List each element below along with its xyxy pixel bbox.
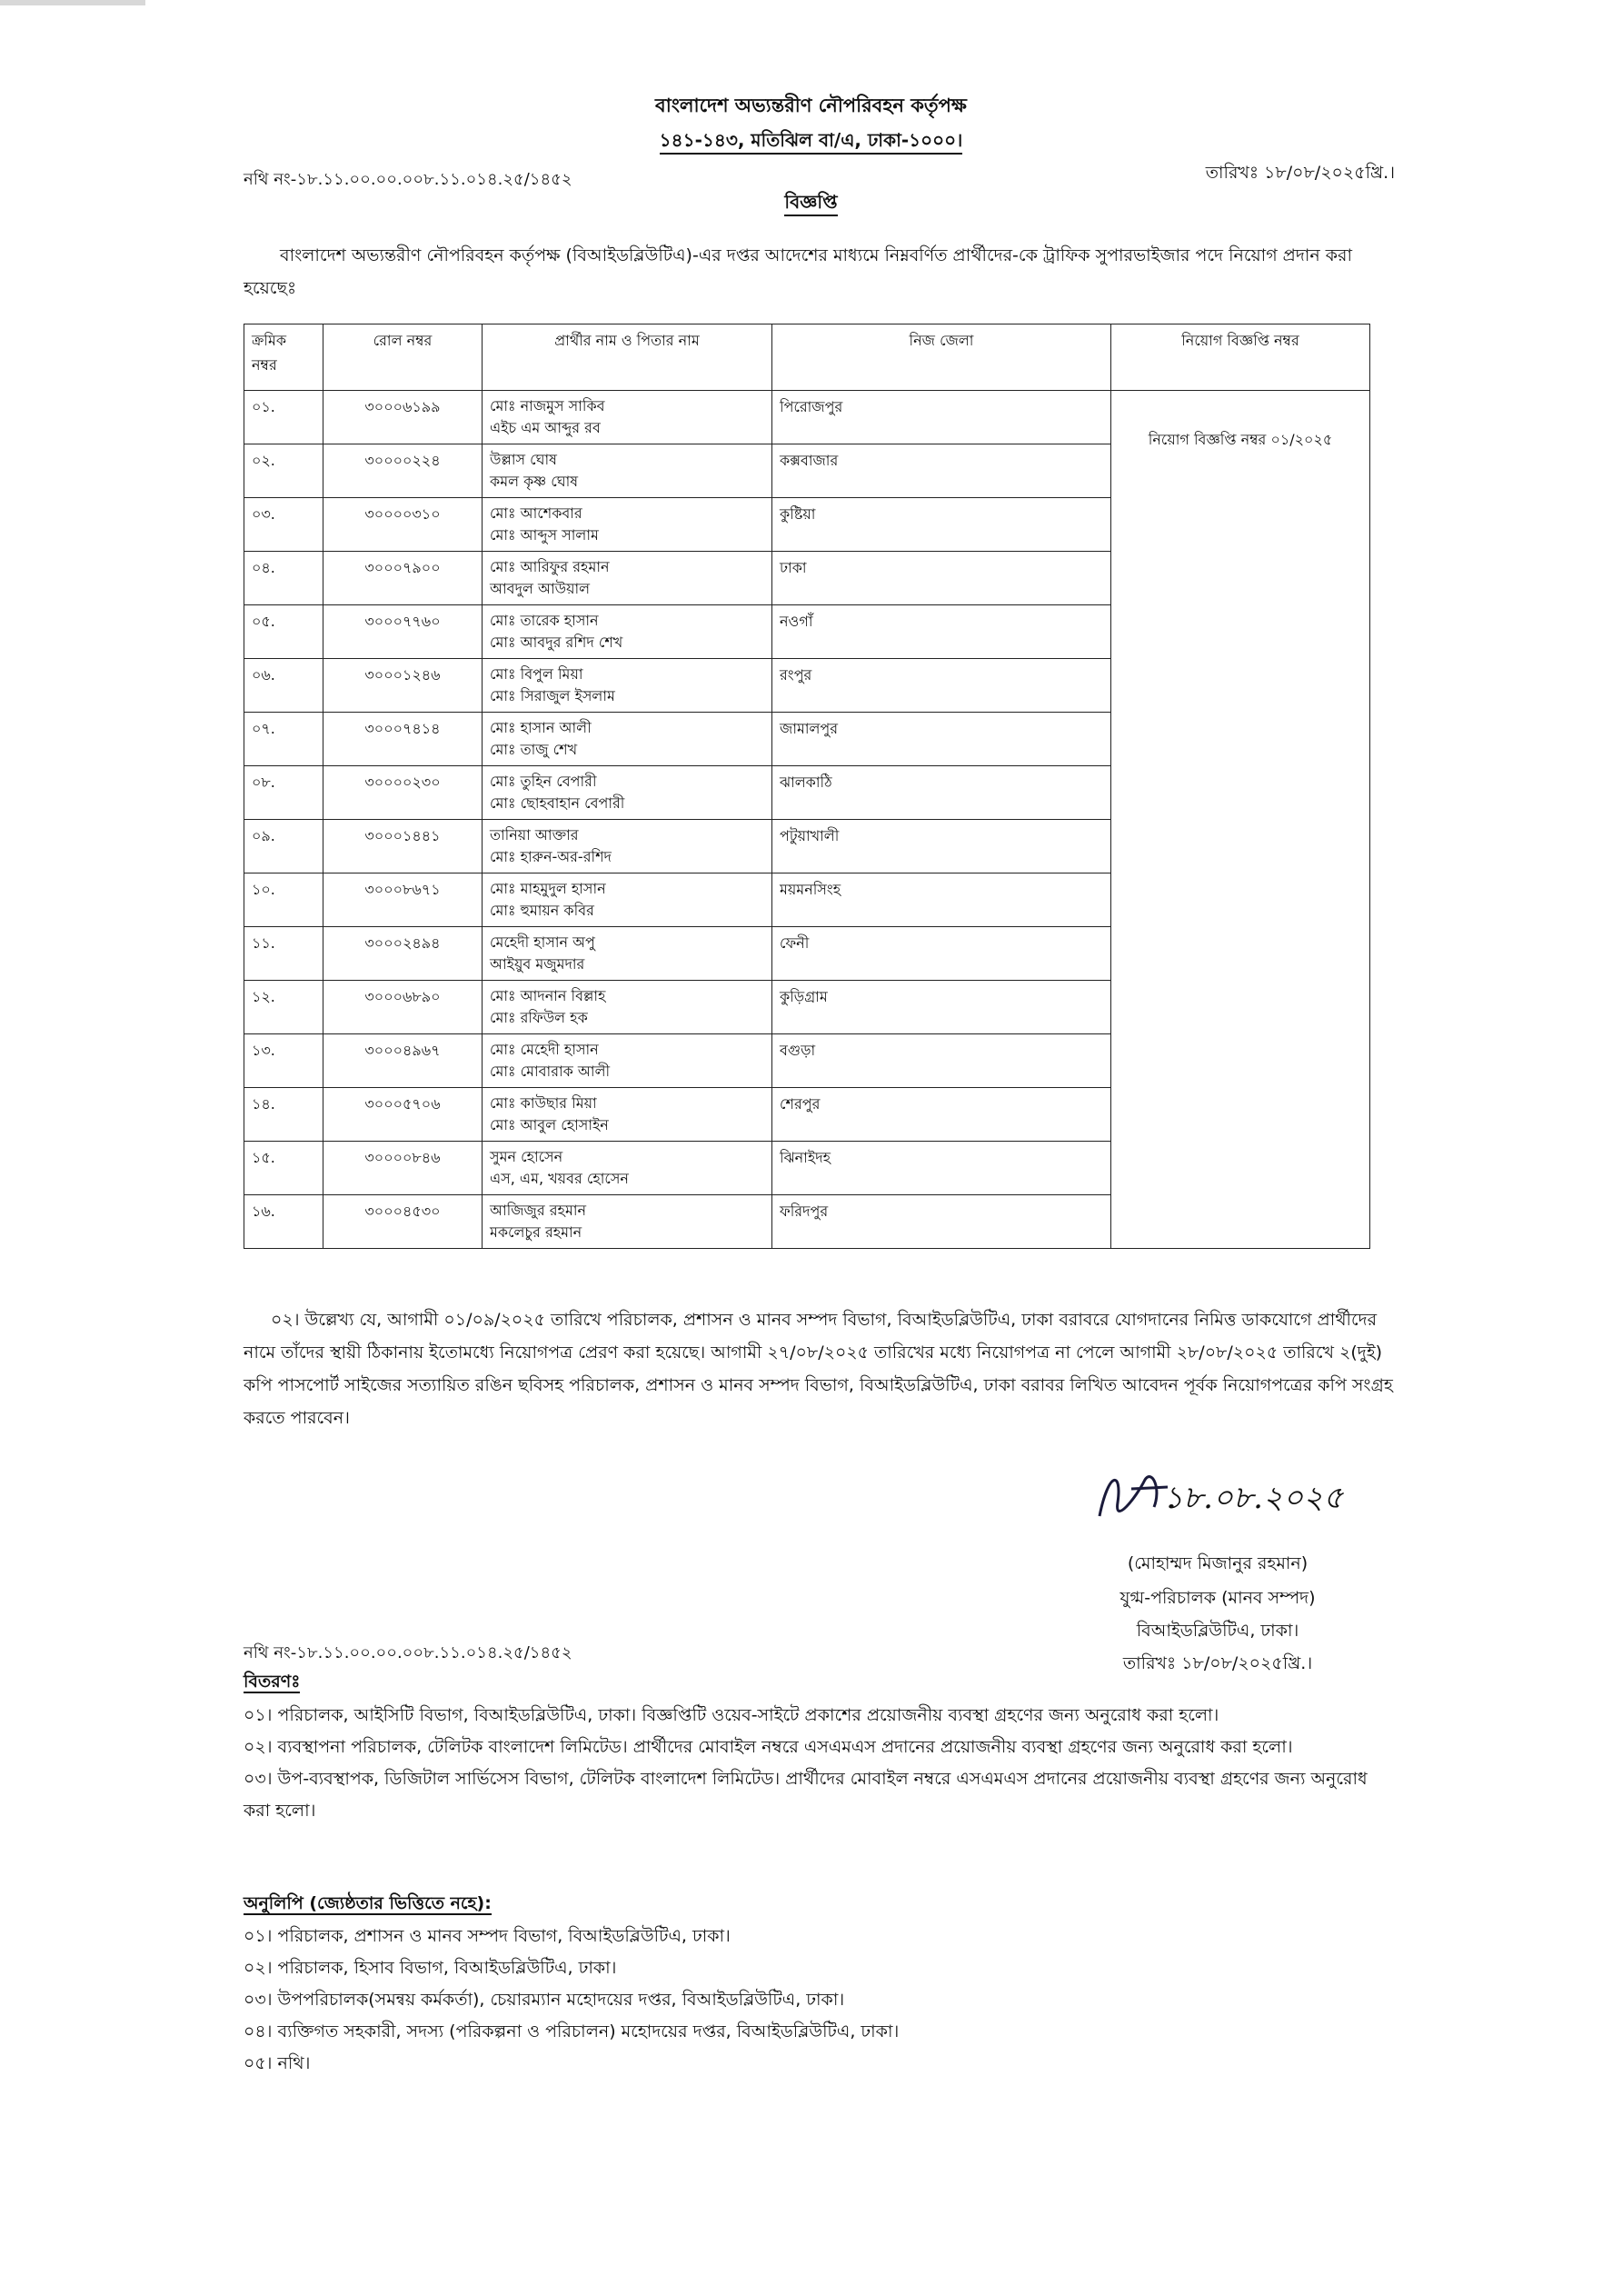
candidate-name: আজিজুর রহমান bbox=[490, 1202, 587, 1219]
cell-district: পটুয়াখালী bbox=[772, 820, 1111, 873]
candidate-name: মোঃ নাজমুস সাকিব bbox=[490, 397, 605, 414]
candidate-name: উল্লাস ঘোষ bbox=[490, 451, 557, 468]
candidate-name: সুমন হোসেন bbox=[490, 1148, 563, 1165]
cell-district: ফরিদপুর bbox=[772, 1195, 1111, 1249]
distribution-item: ০৩। উপ-ব্যবস্থাপক, ডিজিটাল সার্ভিসেস বিভাগ, টেলিটক বাংলাদেশ লিমিটেড। প্রার্থীদের মোবাইল নম্বরে এসএমএস প্রদানের প্রয়োজনীয় ব্যবস্থা গ্রহণের জন্য অনুরোধ করা হলো। bbox=[244, 1769, 1368, 1821]
memo-number: নথি নং-১৮.১১.০০.০০.০০৮.১১.০১৪.২৫/১৪৫২ bbox=[244, 170, 572, 189]
cell-roll: ৩০০০৬১৯৯ bbox=[323, 391, 483, 444]
cell-roll: ৩০০০১২৪৬ bbox=[323, 659, 483, 713]
copy-item: ০২। পরিচালক, হিসাব বিভাগ, বিআইডব্লিউটিএ, ঢাকা। bbox=[244, 1958, 617, 1978]
cell-serial: ০৫. bbox=[244, 605, 323, 659]
father-name: মোঃ হুমায়ন কবির bbox=[490, 902, 594, 919]
cell-district: কুষ্টিয়া bbox=[772, 498, 1111, 552]
candidate-name: মোঃ কাউছার মিয়া bbox=[490, 1094, 597, 1112]
cell-name bbox=[483, 605, 772, 659]
cell-name bbox=[483, 391, 772, 444]
signature-date: তারিখঃ ১৮/০৮/২০২৫খ্রি.। bbox=[1122, 1653, 1313, 1673]
handwritten-date: ১৮.০৮.২০২৫ bbox=[1163, 1480, 1344, 1516]
cell-name bbox=[483, 713, 772, 766]
cell-serial: ০২. bbox=[244, 444, 323, 498]
cell-roll: ৩০০০৭৯০০ bbox=[323, 552, 483, 605]
scan-edge bbox=[0, 0, 145, 5]
cell-district: রংপুর bbox=[772, 659, 1111, 713]
candidate-name: মোঃ মাহমুদুল হাসান bbox=[490, 880, 606, 897]
organization-address bbox=[0, 127, 1622, 157]
cell-roll: ৩০০০৭৭৬০ bbox=[323, 605, 483, 659]
cell-serial: ১১. bbox=[244, 927, 323, 981]
intro-paragraph: বাংলাদেশ অভ্যন্তরীণ নৌপরিবহন কর্তৃপক্ষ (বিআইডব্লিউটিএ)-এর দপ্তর আদেশের মাধ্যমে নিম্নবর্ণিত প্রার্থীদের-কে ট্রাফিক সুপারভাইজার পদে নিয়োগ প্রদান করা হয়েছেঃ bbox=[244, 245, 1352, 298]
candidate-name: মোঃ আশেকবার bbox=[490, 504, 582, 522]
cell-district: ঝালকাঠি bbox=[772, 766, 1111, 820]
cell-serial: ০৪. bbox=[244, 552, 323, 605]
cell-district: পিরোজপুর bbox=[772, 391, 1111, 444]
candidate-name: মেহেদী হাসান অপু bbox=[490, 933, 595, 951]
cell-name bbox=[483, 552, 772, 605]
distribution-item: ০১। পরিচালক, আইসিটি বিভাগ, বিআইডব্লিউটিএ, ঢাকা। বিজ্ঞপ্তিটি ওয়েব-সাইটে প্রকাশের প্রয়োজনীয় ব্যবস্থা গ্রহণের জন্য অনুরোধ করা হলো। bbox=[244, 1705, 1219, 1725]
cell-name bbox=[483, 766, 772, 820]
cell-district: ঢাকা bbox=[772, 552, 1111, 605]
signatory-name: (মোহাম্মদ মিজানুর রহমান) bbox=[1127, 1553, 1309, 1573]
header-roll: রোল নম্বর bbox=[323, 324, 483, 391]
cell-serial: ০১. bbox=[244, 391, 323, 444]
cell-serial: ০৬. bbox=[244, 659, 323, 713]
candidate-name: মোঃ মেহেদী হাসান bbox=[490, 1041, 599, 1058]
distribution-list bbox=[244, 1700, 1396, 1827]
cell-roll: ৩০০০০৩১০ bbox=[323, 498, 483, 552]
father-name: মোঃ হারুন-অর-রশিদ bbox=[490, 848, 612, 865]
table-header-row bbox=[244, 324, 1370, 391]
father-name: এস, এম, খয়বর হোসেন bbox=[490, 1170, 629, 1187]
father-name: মোঃ আবদুর রশিদ শেখ bbox=[490, 634, 623, 651]
father-name: আইয়ুব মজুমদার bbox=[490, 955, 585, 973]
cell-district: ঝিনাইদহ bbox=[772, 1142, 1111, 1195]
notice-title bbox=[0, 189, 1622, 219]
header-district: নিজ জেলা bbox=[772, 324, 1111, 391]
father-name: মোঃ তাজু শেখ bbox=[490, 741, 578, 758]
copy-list bbox=[244, 1921, 1396, 2080]
cell-serial: ০৯. bbox=[244, 820, 323, 873]
signatory-organization: বিআইডব্লিউটিএ, ঢাকা। bbox=[1136, 1621, 1299, 1641]
cell-name bbox=[483, 659, 772, 713]
cell-name bbox=[483, 873, 772, 927]
header-name: প্রার্থীর নাম ও পিতার নাম bbox=[483, 324, 772, 391]
cell-district: ফেনী bbox=[772, 927, 1111, 981]
cell-district: জামালপুর bbox=[772, 713, 1111, 766]
candidate-name: মোঃ আদনান বিল্লাহ bbox=[490, 987, 606, 1004]
cell-roll: ৩০০০২৪৯৪ bbox=[323, 927, 483, 981]
copy-title bbox=[244, 1891, 492, 1920]
copy-item: ০৩। উপপরিচালক(সমন্বয় কর্মকর্তা), চেয়ারম্যান মহোদয়ের দপ্তর, বিআইডব্লিউটিএ, ঢাকা। bbox=[244, 1990, 845, 2010]
cell-roll: ৩০০০০২৩০ bbox=[323, 766, 483, 820]
father-name: মোঃ মোবারাক আলী bbox=[490, 1063, 611, 1080]
cell-roll: ৩০০০০২২৪ bbox=[323, 444, 483, 498]
father-name: কমল কৃষ্ণ ঘোষ bbox=[490, 473, 579, 490]
father-name: আবদুল আউয়াল bbox=[490, 580, 591, 597]
table-body bbox=[244, 391, 1370, 1249]
header-serial: ক্রমিক নম্বর bbox=[244, 324, 323, 391]
notice-title-text: বিজ্ঞপ্তি bbox=[784, 191, 837, 216]
candidate-name: মোঃ তুহিন বেপারী bbox=[490, 773, 597, 790]
copy-title-text: অনুলিপি (জ্যেষ্ঠতার ভিত্তিতে নহে): bbox=[244, 1893, 492, 1913]
organization-name: বাংলাদেশ অভ্যন্তরীণ নৌপরিবহন কর্তৃপক্ষ bbox=[655, 95, 967, 116]
cell-roll: ৩০০০৭৪১৪ bbox=[323, 713, 483, 766]
cell-district: নওগাঁ bbox=[772, 605, 1111, 659]
father-name: মোঃ আবুল হোসাইন bbox=[490, 1116, 609, 1133]
cell-roll: ৩০০০৪৯৬৭ bbox=[323, 1034, 483, 1088]
cell-name bbox=[483, 1142, 772, 1195]
cell-name bbox=[483, 498, 772, 552]
header-notice: নিয়োগ বিজ্ঞপ্তি নম্বর bbox=[1111, 324, 1370, 391]
cell-district: কক্সবাজার bbox=[772, 444, 1111, 498]
cell-name bbox=[483, 981, 772, 1034]
candidate-name: মোঃ বিপুল মিয়া bbox=[490, 665, 583, 683]
father-name: এইচ এম আব্দুর রব bbox=[490, 419, 601, 436]
cell-roll: ৩০০০৮৬৭১ bbox=[323, 873, 483, 927]
candidate-table bbox=[244, 324, 1370, 1249]
address-text: ১৪১-১৪৩, মতিঝিল বা/এ, ঢাকা-১০০০। bbox=[660, 129, 963, 155]
cell-district: কুড়িগ্রাম bbox=[772, 981, 1111, 1034]
father-name: মোঃ রফিউল হক bbox=[490, 1009, 588, 1026]
father-name: মকলেচুর রহমান bbox=[490, 1223, 582, 1241]
cell-serial: ০৮. bbox=[244, 766, 323, 820]
cell-serial: ০৩. bbox=[244, 498, 323, 552]
cell-name bbox=[483, 444, 772, 498]
cell-name bbox=[483, 1034, 772, 1088]
candidate-name: মোঃ আরিফুর রহমান bbox=[490, 558, 610, 575]
distribution-title-text: বিতরণঃ bbox=[244, 1672, 301, 1692]
candidate-name: মোঃ তারেক হাসান bbox=[490, 612, 599, 629]
cell-serial: ১৫. bbox=[244, 1142, 323, 1195]
distribution-title bbox=[244, 1669, 300, 1698]
copy-item: ০১। পরিচালক, প্রশাসন ও মানব সম্পদ বিভাগ, বিআইডব্লিউটিএ, ঢাকা। bbox=[244, 1926, 731, 1946]
signatory-designation: যুগ্ম-পরিচালক (মানব সম্পদ) bbox=[1119, 1588, 1316, 1608]
cell-serial: ০৭. bbox=[244, 713, 323, 766]
cell-roll: ৩০০০৬৮৯০ bbox=[323, 981, 483, 1034]
cell-roll: ৩০০০৫৭০৬ bbox=[323, 1088, 483, 1142]
cell-district: বগুড়া bbox=[772, 1034, 1111, 1088]
cell-district: শেরপুর bbox=[772, 1088, 1111, 1142]
copy-item: ০৫। নথি। bbox=[244, 2053, 311, 2073]
cell-roll: ৩০০০০৮৪৬ bbox=[323, 1142, 483, 1195]
cell-district: ময়মনসিংহ bbox=[772, 873, 1111, 927]
candidate-name: মোঃ হাসান আলী bbox=[490, 719, 592, 736]
cell-roll: ৩০০০১৪৪১ bbox=[323, 820, 483, 873]
father-name: মোঃ আব্দুস সালাম bbox=[490, 526, 599, 544]
paragraph-two: ০২। উল্লেখ্য যে, আগামী ০১/০৯/২০২৫ তারিখে পরিচালক, প্রশাসন ও মানব সম্পদ বিভাগ, বিআইডব্লিউটিএ, ঢাকা বরাবরে যোগদানের নিমিত্ত ডাকযোগে প্রার্থীদের নামে তাঁদের স্থায়ী ঠিকানায় ইতোমধ্যে নিয়োগপত্র প্রেরণ করা হয়েছে। আগামী ২৭/০৮/২০২৫ তারিখের মধ্যে নিয়োগপত্র না পেলে আগামী ২৮/০৮/২০২৫ তারিখে ২(দুই) কপি পাসপোর্ট সাইজের সত্যায়িত রঙিন ছবিসহ পরিচালক, প্রশাসন ও মানব সম্পদ বিভাগ, বিআইডব্লিউটিএ, ঢাকা বরাবর লিখিত আবেদন পূর্বক নিয়োগপত্রের কপি সংগ্রহ করতে পারবেন। bbox=[244, 1310, 1393, 1428]
cell-name bbox=[483, 1088, 772, 1142]
cell-name bbox=[483, 820, 772, 873]
cell-name bbox=[483, 1195, 772, 1249]
notice-date: তারিখঃ ১৮/০৮/২০২৫খ্রি.। bbox=[1205, 163, 1395, 183]
cell-serial: ১৩. bbox=[244, 1034, 323, 1088]
cell-name bbox=[483, 927, 772, 981]
copy-item: ০৪। ব্যক্তিগত সহকারী, সদস্য (পরিকল্পনা ও পরিচালন) মহোদয়ের দপ্তর, বিআইডব্লিউটিএ, ঢাকা। bbox=[244, 2021, 900, 2041]
cell-appointment-notice: নিয়োগ বিজ্ঞপ্তি নম্বর ০১/২০২৫ bbox=[1111, 391, 1370, 1249]
cell-serial: ১০. bbox=[244, 873, 323, 927]
cell-serial: ১৪. bbox=[244, 1088, 323, 1142]
father-name: মোঃ সিরাজুল ইসলাম bbox=[490, 687, 615, 704]
distribution-item: ০২। ব্যবস্থাপনা পরিচালক, টেলিটক বাংলাদেশ লিমিটেড। প্রার্থীদের মোবাইল নম্বরে এসএমএস প্রদানের প্রয়োজনীয় ব্যবস্থা গ্রহণের জন্য অনুরোধ করা হলো। bbox=[244, 1737, 1293, 1757]
cell-serial: ১২. bbox=[244, 981, 323, 1034]
cell-roll: ৩০০০৪৫৩০ bbox=[323, 1195, 483, 1249]
table-row bbox=[244, 391, 1370, 444]
father-name: মোঃ ছোহবাহান বেপারী bbox=[490, 794, 625, 812]
cell-serial: ১৬. bbox=[244, 1195, 323, 1249]
candidate-name: তানিয়া আক্তার bbox=[490, 826, 579, 844]
footer-memo-number: নথি নং-১৮.১১.০০.০০.০০৮.১১.০১৪.২৫/১৪৫২ bbox=[244, 1643, 572, 1662]
